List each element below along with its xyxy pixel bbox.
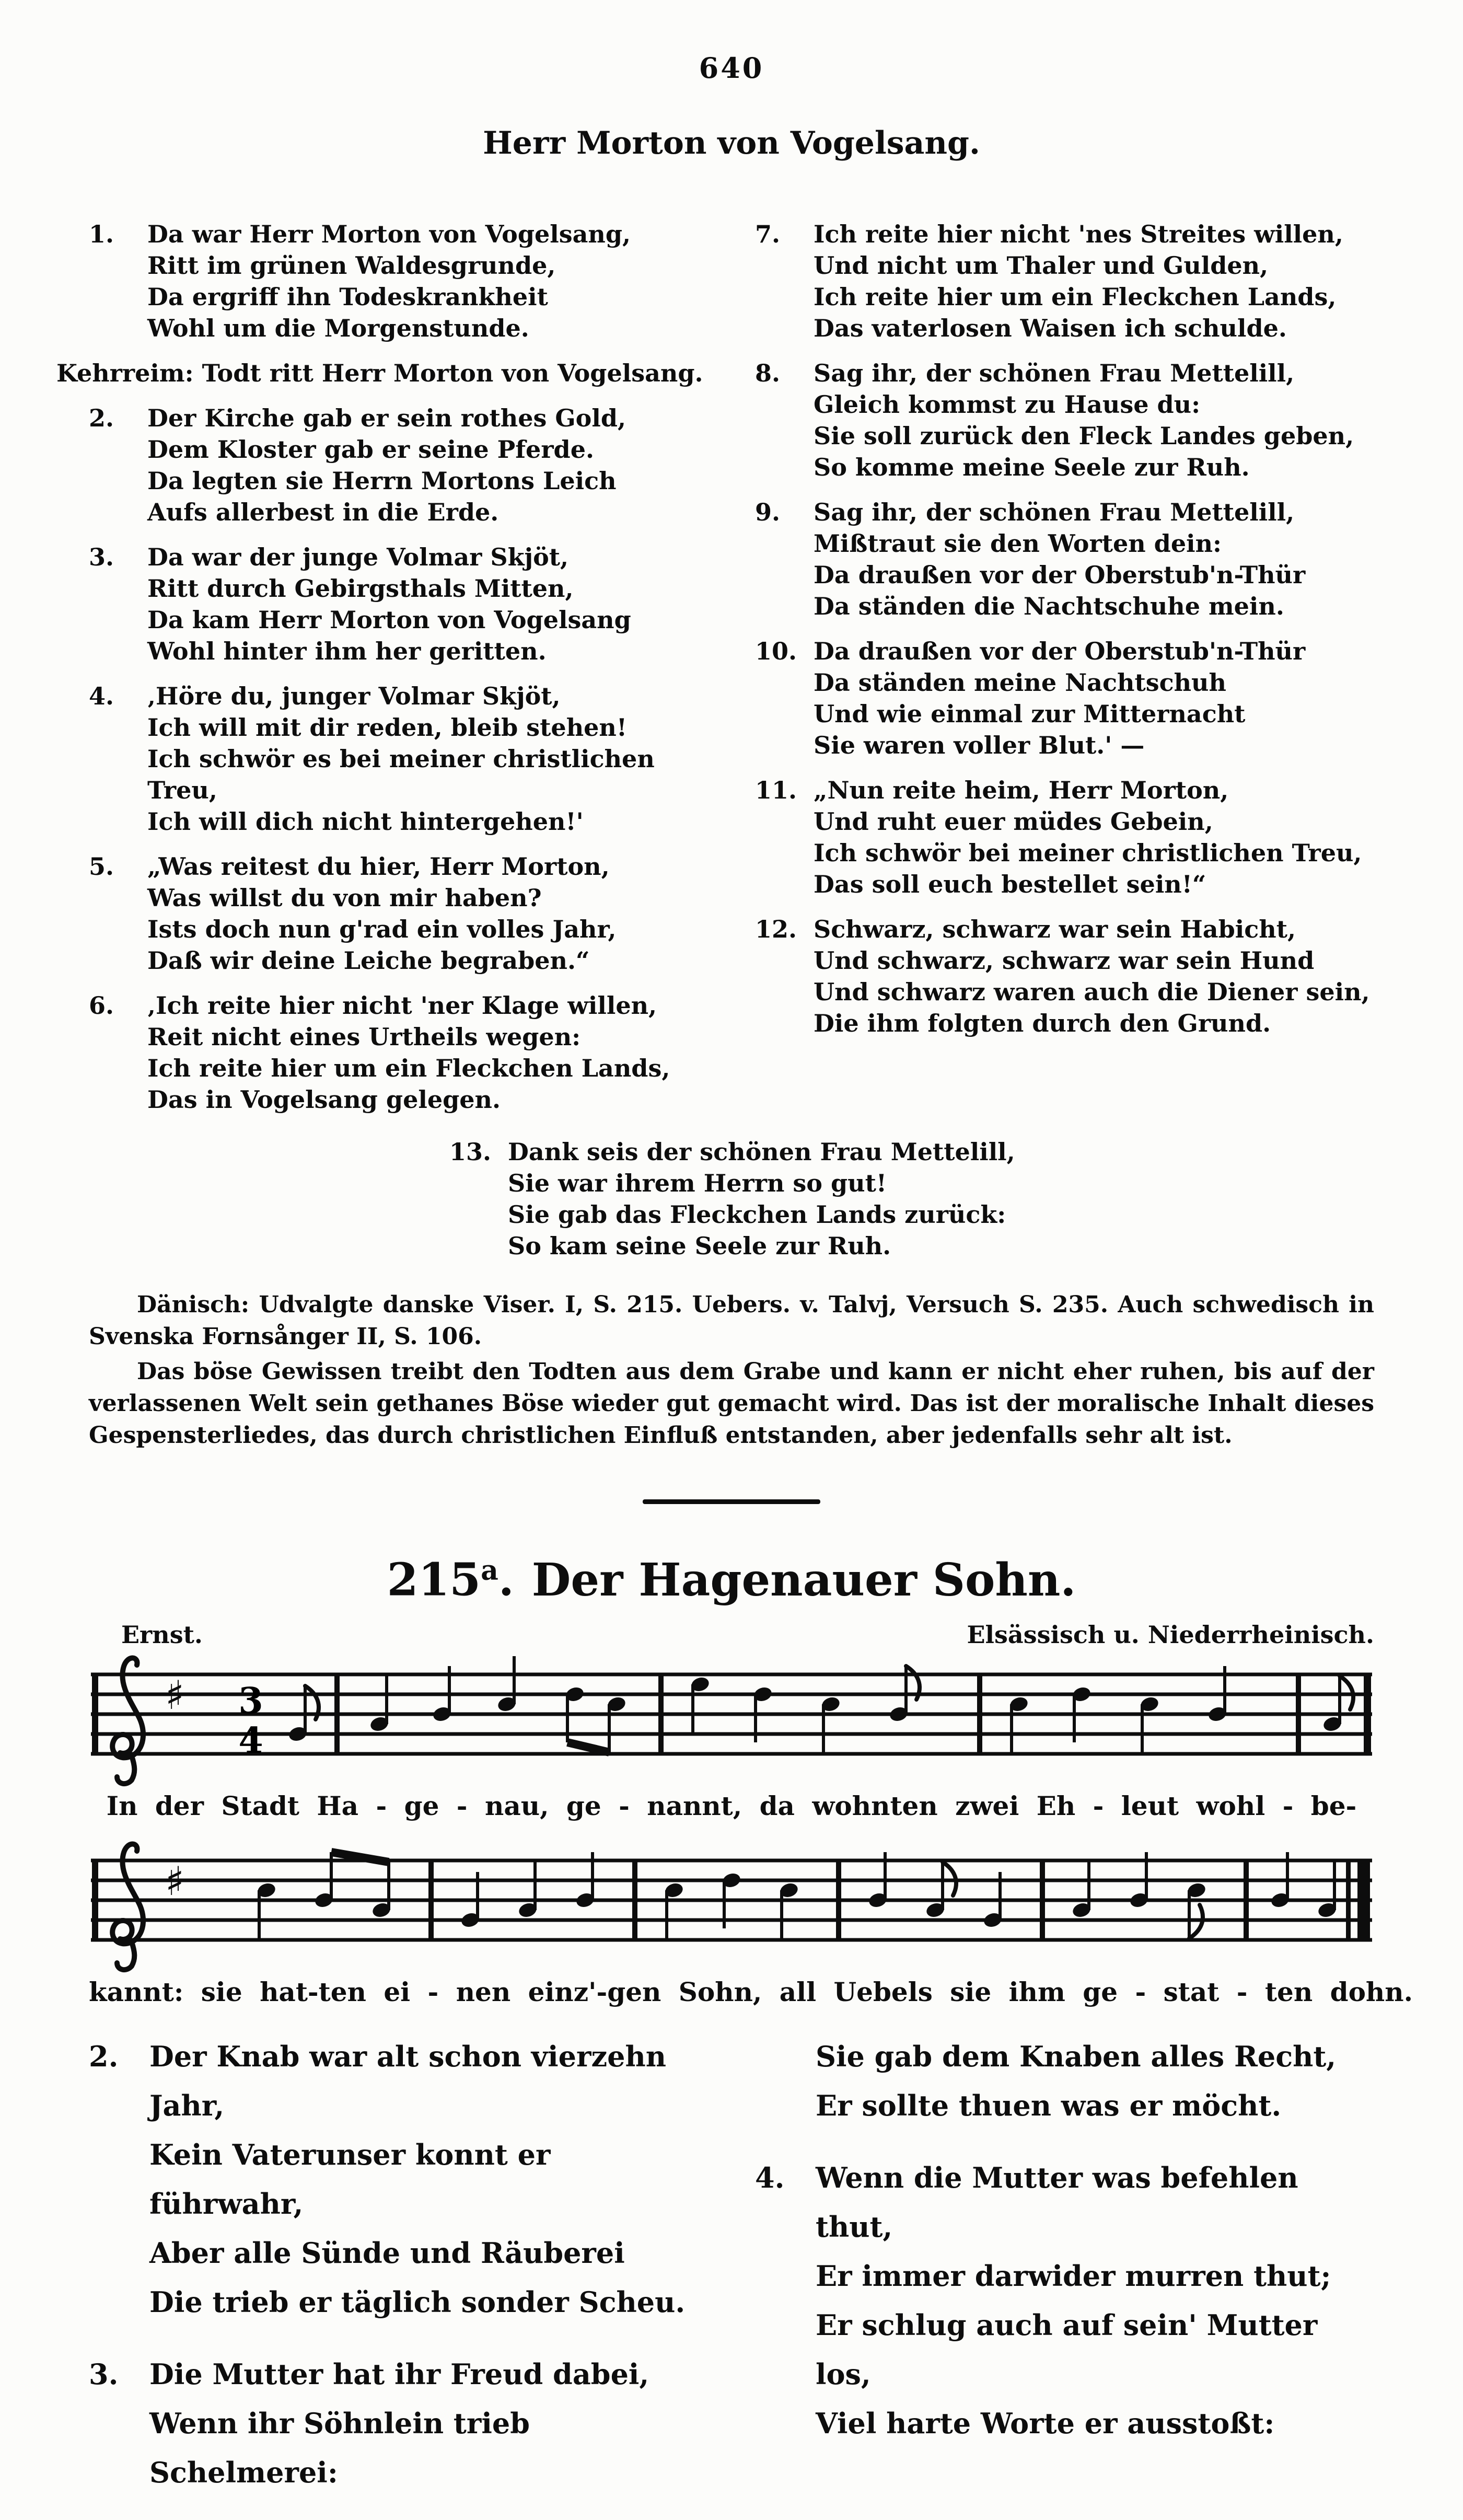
treble-clef-icon	[112, 1658, 143, 1784]
verse-line: Gleich kommst zu Hause du:	[814, 390, 1201, 419]
verse-number: 3.	[89, 543, 114, 571]
verse-line: „Was reitest du hier, Herr Morton,	[147, 852, 610, 881]
note-stem	[691, 1684, 694, 1732]
verse-line: Das in Vogelsang gelegen.	[147, 1085, 501, 1114]
note-stem	[904, 1666, 908, 1714]
staff-line	[91, 1918, 1372, 1922]
note-stem	[998, 1872, 1002, 1920]
note-stem	[884, 1852, 887, 1900]
note-stem	[1338, 1676, 1341, 1724]
verse-line: Er schlug auch auf sein' Mutter los,	[816, 2308, 1318, 2391]
note-stem	[476, 1872, 479, 1920]
note-stem	[1087, 1862, 1090, 1910]
verse-line: Und wie einmal zur Mitternacht	[814, 700, 1246, 728]
verse-line: Sie soll zurück den Fleck Landes geben,	[814, 422, 1354, 450]
verse-line: Sag ihr, der schönen Frau Mettelill,	[814, 498, 1295, 526]
song2-verse-columns	[89, 2032, 1374, 2520]
song2-heading	[89, 1545, 1374, 1606]
verse-continuation	[755, 2032, 1374, 2130]
song2-title: Der Hagenauer Sohn.	[531, 1553, 1076, 1606]
verse-number: 6.	[89, 991, 114, 1020]
verse-line: Der Kirche gab er sein rothes Gold,	[147, 404, 626, 432]
treble-clef-icon	[112, 1844, 143, 1970]
refrain-text: Todt ritt Herr Morton von Vogelsang.	[202, 359, 703, 387]
time-signature-top: 3	[238, 1680, 263, 1722]
verse	[755, 218, 1374, 344]
verse-line: Ich reite hier nicht 'nes Streites willen,	[814, 220, 1343, 248]
verse	[89, 2350, 708, 2497]
note-beam	[567, 1742, 609, 1752]
verse-line: Sie war ihrem Herrn so gut!	[508, 1169, 887, 1197]
verse-line: Da ständen die Nachtschuhe mein.	[814, 592, 1284, 620]
verse	[89, 402, 708, 528]
note-stem	[591, 1852, 594, 1900]
song2-number-dot: .	[498, 1553, 514, 1606]
verse-line: Sie gab dem Knaben alles Recht,	[816, 2039, 1337, 2073]
time-signature-bottom: 4	[238, 1719, 263, 1762]
sharp-icon: ♯	[165, 1857, 184, 1904]
tempo-marking: Ernst.	[121, 1620, 203, 1649]
verse-number: 12.	[755, 915, 797, 943]
verse-line: Viel harte Worte er ausstoßt:	[816, 2406, 1275, 2440]
verse-number: 4.	[89, 682, 114, 710]
verse-line: Der Knab war alt schon vierzehn Jahr,	[149, 2039, 667, 2122]
staff-line	[91, 1752, 1372, 1755]
verse	[755, 357, 1374, 483]
verse-number: 4.	[755, 2160, 785, 2194]
score-meta-row	[89, 1620, 1374, 1649]
verse-line: Ists doch nun g'rad ein volles Jahr,	[147, 915, 617, 943]
barline	[1244, 1860, 1249, 1940]
verse-line: Dank seis der schönen Frau Mettelill,	[508, 1138, 1015, 1166]
verse-number: 5.	[89, 852, 114, 881]
barline	[836, 1860, 841, 1940]
note-stem	[608, 1704, 611, 1752]
verse	[755, 2153, 1374, 2448]
note-stem	[258, 1890, 261, 1938]
music-staff-1	[89, 1654, 1374, 1789]
verse-line: Und schwarz waren auch die Diener sein,	[814, 978, 1370, 1006]
verse-line: Und nicht um Thaler und Gulden,	[814, 251, 1269, 280]
note-stem	[1010, 1704, 1013, 1752]
note-stem	[754, 1694, 757, 1742]
verse-line: Was willst du von mir haben?	[147, 884, 542, 912]
verse	[89, 680, 708, 837]
verse-line: Mißtraut sie den Worten dein:	[814, 529, 1222, 558]
verse-line: Reit nicht eines Urtheils wegen:	[147, 1023, 581, 1051]
staff-engraving	[91, 1656, 1372, 1784]
verse-line: Wenn die Mutter was befehlen thut,	[816, 2160, 1298, 2244]
note-stem	[1223, 1666, 1226, 1714]
verse-number: 8.	[755, 359, 781, 387]
footnote-block	[89, 1289, 1374, 1451]
verse-line: Er immer darwider murren thut;	[816, 2259, 1331, 2293]
verse	[89, 541, 708, 667]
verse-line: Er sollte thuen was er möcht.	[816, 2088, 1282, 2122]
page-number: 640	[699, 51, 764, 85]
song2-right-column	[755, 2032, 1374, 2520]
note-stem	[941, 1862, 944, 1910]
barline	[977, 1674, 982, 1754]
verse	[755, 775, 1374, 900]
note-stem	[1188, 1890, 1191, 1938]
barline	[334, 1674, 340, 1754]
final-barline-thin	[1346, 1860, 1351, 1940]
refrain-line	[56, 357, 708, 389]
system-start-barline	[92, 1674, 98, 1754]
verse-line: Da kam Herr Morton von Vogelsang	[147, 606, 631, 634]
verse	[89, 2032, 708, 2327]
verse-number: 3.	[89, 2357, 119, 2391]
barline	[1296, 1674, 1301, 1754]
staff-line	[91, 1732, 1372, 1736]
verse-line: Da ergriff ihn Todeskrankheit	[147, 283, 548, 311]
note-stem	[665, 1890, 668, 1938]
verse-number: 9.	[755, 498, 781, 526]
song1-left-column	[56, 218, 708, 1129]
verse-line: Und schwarz, schwarz war sein Hund	[814, 946, 1315, 975]
verse-number: 11.	[755, 776, 797, 804]
note-stem	[448, 1666, 451, 1714]
note-stem	[387, 1862, 390, 1910]
verse-number: 7.	[755, 220, 781, 248]
verse-line: Daß wir deine Leiche begraben.“	[147, 946, 590, 975]
verse-line: Aber alle Sünde und Räuberei	[149, 2236, 625, 2270]
verse-line: Ich will dich nicht hintergehen!'	[147, 807, 584, 836]
verse-line: Ich schwör es bei meiner christlichen Treu,	[147, 745, 655, 804]
final-barline-thick	[1357, 1860, 1370, 1940]
note-stem	[513, 1656, 516, 1704]
footnote-sources: Dänisch: Udvalgte danske Viser. I, S. 215. Uebers. v. Talvj, Versuch S. 235. Auch schwedisch in Svenska Fornsånger II, S. 106.	[89, 1291, 1374, 1350]
song2-number: 215	[387, 1553, 481, 1606]
verse-line: Kein Vaterunser konnt er führwahr,	[149, 2137, 551, 2221]
note-stem	[566, 1694, 569, 1742]
note-stem	[822, 1704, 825, 1752]
verse-line: Das vaterlosen Waisen ich schulde.	[814, 314, 1287, 342]
verse-line: Da legten sie Herrn Mortons Leich	[147, 467, 617, 495]
verse-number: 10.	[755, 637, 797, 665]
staff-engraving	[91, 1844, 1372, 1970]
staff-line	[91, 1692, 1372, 1696]
verse-line: Und ruht euer müdes Gebein,	[814, 807, 1213, 836]
verse	[755, 914, 1374, 1039]
footnote-commentary: Das böse Gewissen treibt den Todten aus dem Grabe und kann er nicht eher ruhen, bis auf der verlassenen Welt sein gethanes Böse wieder gut gemacht wird. Das ist der moralische Inhalt dieses Gespensterliedes, das durch christlichen Einfluß entstanden, aber jedenfalls sehr alt ist.	[89, 1358, 1374, 1449]
song1-verse-columns	[56, 218, 1374, 1129]
verse-line: Da ständen meine Nachtschuh	[814, 668, 1226, 697]
verse-line: Sag ihr, der schönen Frau Mettelill,	[814, 359, 1295, 387]
verse-line: Da war Herr Morton von Vogelsang,	[147, 220, 631, 248]
verse	[89, 990, 708, 1115]
verse-number: 2.	[89, 2039, 119, 2073]
sharp-icon: ♯	[165, 1671, 184, 1718]
note-stem	[1073, 1694, 1076, 1742]
barline	[632, 1860, 637, 1940]
verse-line: Wenn ihr Söhnlein trieb Schelmerei:	[149, 2406, 530, 2489]
verse	[89, 218, 708, 344]
verse-line: Ritt durch Gebirgsthals Mitten,	[147, 574, 574, 603]
lyrics-line-2: kannt: sie hat-ten ei - nen einz'-gen Sohn, all Uebels sie ihm ge - stat - ten dohn.	[89, 1976, 1413, 2007]
verse-line: Ich will mit dir reden, bleib stehen!	[147, 713, 628, 742]
barline	[658, 1674, 664, 1754]
verse-line: ‚Höre du, junger Volmar Skjöt,	[147, 682, 561, 710]
verse-number: 13.	[449, 1138, 492, 1166]
song1-right-column	[755, 218, 1374, 1129]
verse-line: Dem Kloster gab er seine Pferde.	[147, 435, 594, 464]
verse	[89, 851, 708, 976]
note-stem	[1145, 1852, 1148, 1900]
verse-line: Da draußen vor der Oberstub'n-Thür	[814, 561, 1306, 589]
note-stem	[533, 1862, 537, 1910]
verse-line: Sie gab das Fleckchen Lands zurück:	[508, 1200, 1006, 1229]
staff-line	[91, 1672, 1372, 1676]
note-stem	[385, 1676, 388, 1724]
song2-left-column	[89, 2032, 708, 2520]
verse	[755, 496, 1374, 622]
refrain-label: Kehrreim:	[56, 359, 194, 387]
verse-line: So komme meine Seele zur Ruh.	[814, 453, 1250, 481]
verse	[755, 635, 1374, 761]
note-stem	[723, 1880, 726, 1928]
verse-line: Die Mutter hat ihr Freud dabei,	[149, 2357, 649, 2391]
note-stem	[1333, 1862, 1336, 1910]
verse-line: Aufs allerbest in die Erde.	[147, 498, 499, 526]
barline	[1040, 1860, 1045, 1940]
verse-line: Die trieb er täglich sonder Scheu.	[149, 2285, 686, 2319]
verse-line: Die ihm folgten durch den Grund.	[814, 1009, 1271, 1037]
lyrics-line-1: In der Stadt Ha - ge - nau, ge - nannt, da wohnten zwei Eh - leut wohl - be-	[106, 1790, 1357, 1821]
note-stem	[304, 1686, 307, 1734]
section-divider	[643, 1499, 820, 1504]
song1-title: Herr Morton von Vogelsang.	[483, 125, 980, 161]
verse-line: Ich reite hier um ein Fleckchen Lands,	[814, 283, 1337, 311]
verse-line: Ich reite hier um ein Fleckchen Lands,	[147, 1054, 670, 1082]
verse-line: Schwarz, schwarz war sein Habicht,	[814, 915, 1296, 943]
end-barline	[1364, 1674, 1371, 1754]
verse-line: So kam seine Seele zur Ruh.	[508, 1232, 891, 1260]
song2-number-superscript: a	[481, 1555, 498, 1587]
system-start-barline	[92, 1860, 98, 1940]
region-label: Elsässisch u. Niederrheinisch.	[967, 1620, 1374, 1649]
staff-line	[91, 1898, 1372, 1902]
verse-line: Sie waren voller Blut.' —	[814, 731, 1145, 759]
staff-line	[91, 1938, 1372, 1941]
verse-line: Da draußen vor der Oberstub'n-Thür	[814, 637, 1306, 665]
verse	[449, 1136, 1374, 1262]
verse-line: „Nun reite heim, Herr Morton,	[814, 776, 1229, 804]
staff-line	[91, 1858, 1372, 1862]
verse-line: ‚Ich reite hier nicht 'ner Klage willen,	[147, 991, 657, 1020]
note-stem	[780, 1890, 783, 1938]
verse-line: Wohl um die Morgenstunde.	[147, 314, 529, 342]
note-stem	[1286, 1852, 1289, 1900]
verse-line: Da war der junge Volmar Skjöt,	[147, 543, 569, 571]
note-stem	[1141, 1704, 1144, 1752]
barline	[428, 1860, 434, 1940]
verse-number: 2.	[89, 404, 114, 432]
note-stem	[330, 1852, 333, 1900]
staff-line	[91, 1712, 1372, 1716]
verse-line: Ritt im grünen Waldesgrunde,	[147, 251, 556, 280]
verse-line: Das soll euch bestellet sein!“	[814, 870, 1206, 898]
verse-number: 1.	[89, 220, 114, 248]
music-staff-2	[89, 1840, 1374, 1975]
verse-line: Ich schwör bei meiner christlichen Treu,	[814, 839, 1362, 867]
verse-line: Wohl hinter ihm her geritten.	[147, 637, 547, 665]
